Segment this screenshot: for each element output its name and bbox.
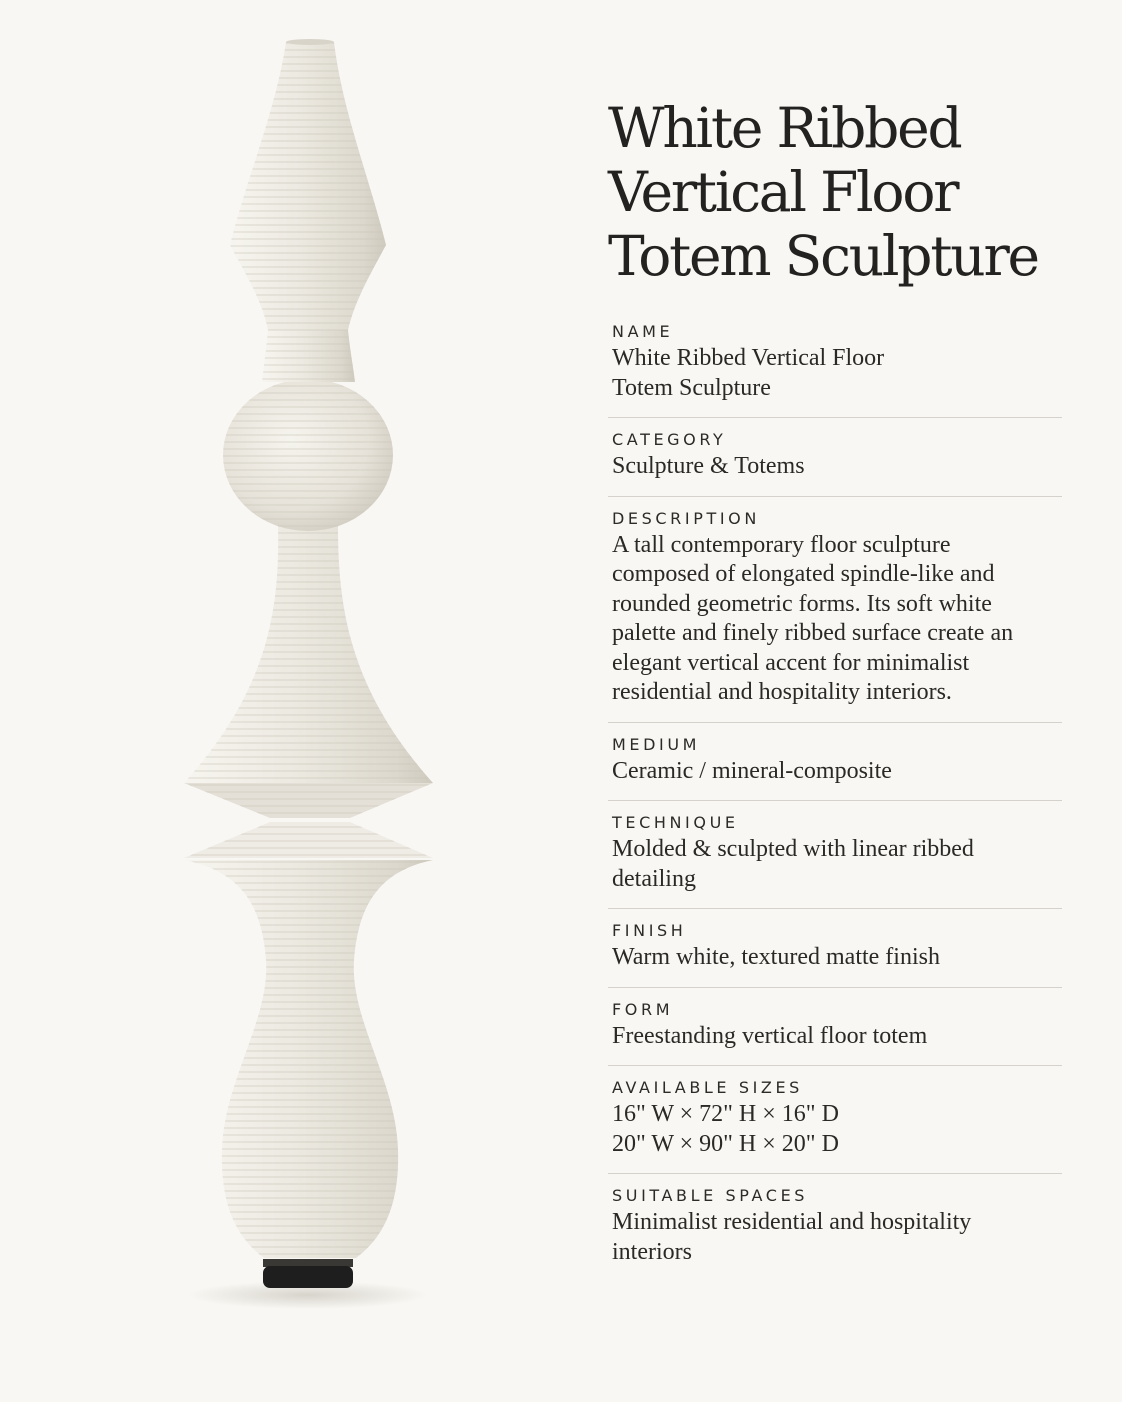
spec-category bbox=[608, 418, 1062, 497]
spec-label: NAME bbox=[612, 322, 674, 341]
spec-suitable-spaces bbox=[608, 1174, 1062, 1281]
title-line: White Ribbed bbox=[608, 96, 961, 160]
spec-value-line: 20" W × 90" H × 20" D bbox=[612, 1130, 839, 1157]
spec-value-line: interiors bbox=[612, 1238, 692, 1265]
spec-technique bbox=[608, 801, 1062, 909]
sculpture-base bbox=[263, 1259, 353, 1288]
spec-name bbox=[608, 322, 1062, 418]
spec-label: AVAILABLE SIZES bbox=[612, 1078, 803, 1097]
spec-label: TECHNIQUE bbox=[612, 813, 739, 832]
spec-value-line: Totem Sculpture bbox=[612, 374, 771, 401]
spec-label: FINISH bbox=[612, 921, 687, 940]
spec-value bbox=[612, 452, 1062, 482]
product-title bbox=[608, 96, 1062, 288]
spec-value-line: Minimalist residential and hospitality bbox=[612, 1209, 972, 1235]
spec-value-line: elegant vertical accent for minimalist bbox=[612, 649, 970, 676]
spec-value-line: Ceramic / mineral-composite bbox=[612, 757, 892, 784]
spec-form bbox=[608, 988, 1062, 1067]
spec-value-line: Freestanding vertical floor totem bbox=[612, 1022, 928, 1049]
spec-finish bbox=[608, 909, 1062, 988]
spec-value-line: Warm white, textured matte finish bbox=[612, 944, 940, 970]
spec-value-line: detailing bbox=[612, 865, 696, 892]
product-details-panel bbox=[608, 96, 1062, 1281]
spec-value-line: composed of elongated spindle-like and bbox=[612, 561, 995, 587]
spec-value bbox=[612, 531, 1062, 708]
spec-value bbox=[612, 1208, 1062, 1267]
spec-value-line: 16" W × 72" H × 16" D bbox=[612, 1101, 839, 1127]
spec-value bbox=[612, 1022, 1062, 1052]
spec-value bbox=[612, 344, 1062, 403]
title-line: Totem Sculpture bbox=[608, 224, 1038, 288]
spec-label: MEDIUM bbox=[612, 734, 701, 754]
title-line: Vertical Floor bbox=[608, 160, 958, 224]
spec-value-line: rounded geometric forms. Its soft white bbox=[612, 590, 992, 617]
spec-value-line: White Ribbed Vertical Floor bbox=[612, 345, 885, 371]
spec-value-line: Molded & sculpted with linear ribbed bbox=[612, 836, 974, 862]
spec-value bbox=[612, 835, 1062, 894]
spec-value bbox=[612, 943, 1062, 973]
spec-label: FORM bbox=[612, 999, 674, 1019]
spec-description bbox=[608, 497, 1062, 723]
spec-value bbox=[612, 1100, 1062, 1159]
spec-label: SUITABLE SPACES bbox=[612, 1186, 809, 1205]
spec-value-line: residential and hospitality interiors. bbox=[612, 679, 952, 705]
totem-sculpture-image bbox=[150, 30, 470, 1320]
spec-available-sizes bbox=[608, 1066, 1062, 1174]
spec-value bbox=[612, 757, 1062, 787]
spec-label: DESCRIPTION bbox=[612, 508, 760, 528]
sculpture-body bbox=[184, 39, 433, 1258]
spec-value-line: Sculpture & Totems bbox=[612, 453, 805, 479]
spec-medium bbox=[608, 723, 1062, 802]
spec-value-line: palette and finely ribbed surface create an bbox=[612, 620, 1014, 646]
spec-value-line: A tall contemporary floor sculpture bbox=[612, 531, 951, 558]
spec-label: CATEGORY bbox=[612, 430, 727, 449]
